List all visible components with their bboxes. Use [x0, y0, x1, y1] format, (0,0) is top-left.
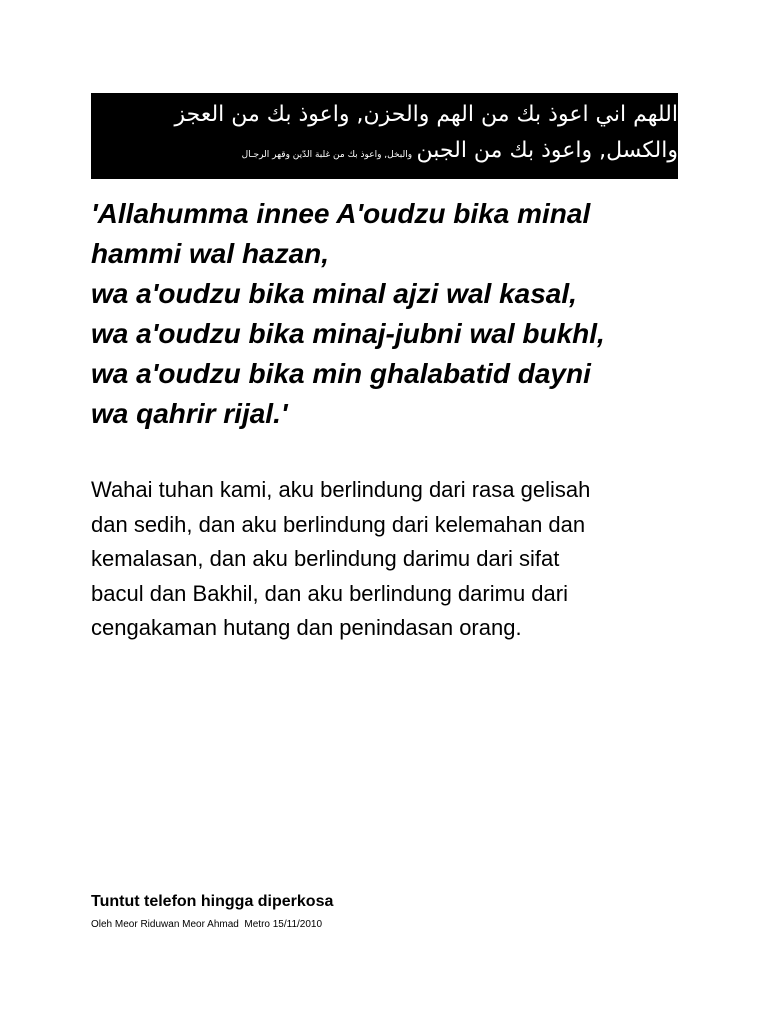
arabic-prayer-banner: [91, 93, 678, 179]
article-title: Tuntut telefon hingga diperkosa: [91, 893, 334, 910]
arabic-prayer-line-2-main: والكسل, واعوذ بك من الجبن: [416, 138, 678, 163]
prayer-transliteration: [91, 194, 711, 434]
arabic-prayer-line-2-small: والبخل, واعوذ بك من غلبة الدّين وقهر الرجـال: [241, 150, 413, 160]
translation-line: Wahai tuhan kami, aku berlindung dari rasa gelisah: [91, 477, 591, 502]
transliteration-line: wa a'oudzu bika min ghalabatid dayni: [91, 358, 591, 389]
translation-line: bacul dan Bakhil, dan aku berlindung darimu dari: [91, 580, 568, 606]
arabic-prayer-line-2: [91, 133, 678, 173]
translation-line: cengakaman hutang dan penindasan orang.: [91, 615, 522, 640]
transliteration-line: wa qahrir rijal.': [91, 398, 288, 429]
transliteration-line: 'Allahumma innee A'oudzu bika minal: [91, 198, 591, 229]
translation-line: dan sedih, dan aku berlindung dari kelemahan dan: [91, 511, 586, 537]
arabic-prayer-line-1: اللهم اني اعوذ بك من الهم والحزن, واعوذ بك من العجز: [174, 102, 678, 127]
prayer-translation: [91, 473, 711, 646]
article-byline: Oleh Meor Riduwan Meor Ahmad Metro 15/11/2010: [91, 919, 323, 930]
translation-line: kemalasan, dan aku berlindung darimu dari sifat: [91, 546, 560, 571]
transliteration-line: wa a'oudzu bika minaj-jubni wal bukhl,: [91, 318, 605, 349]
transliteration-line: hammi wal hazan,: [91, 238, 330, 269]
transliteration-line: wa a'oudzu bika minal ajzi wal kasal,: [91, 278, 577, 309]
